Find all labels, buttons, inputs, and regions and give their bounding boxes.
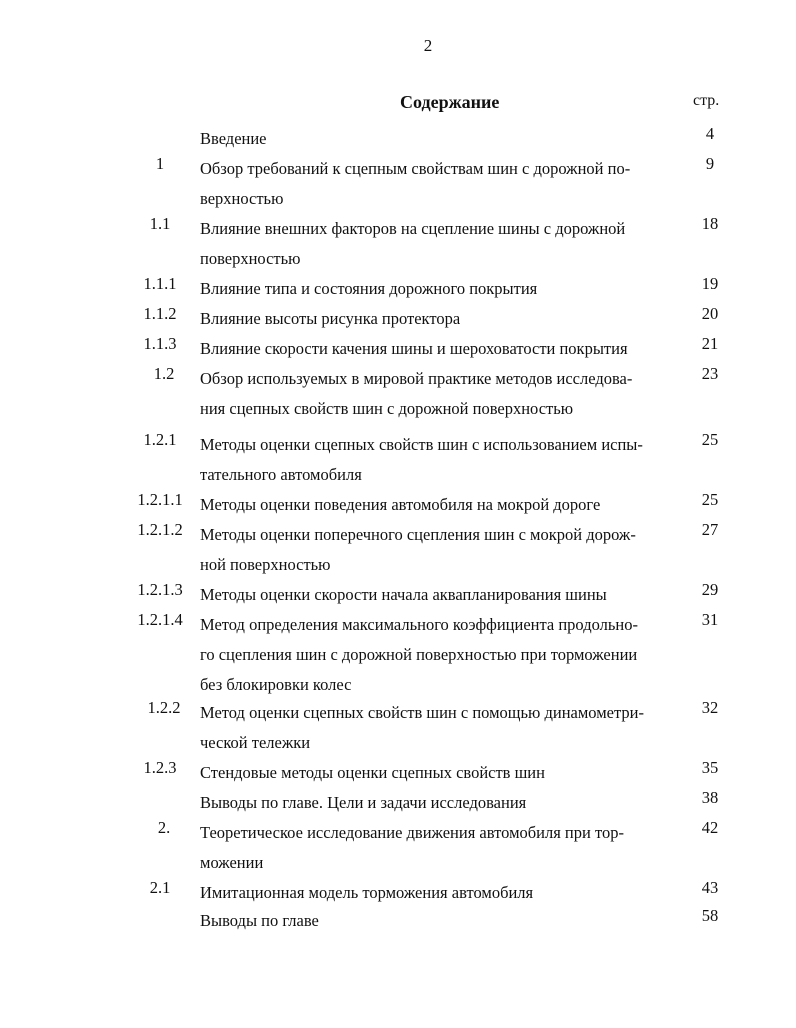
toc-entry-line: без блокировки колес [200, 675, 352, 694]
toc-entry-title [200, 758, 685, 788]
toc-entry-page: 43 [701, 878, 719, 897]
toc-entry-number: 2. [157, 818, 171, 837]
toc-entry-line: Обзор используемых в мировой практике методов исследова- [200, 369, 633, 388]
page-number: 2 [423, 36, 433, 55]
toc-title: Содержание [400, 92, 500, 112]
toc-entry-line: Стендовые методы оценки сцепных свойств шин [200, 763, 545, 782]
toc-entry-page: 25 [701, 430, 719, 449]
toc-entry-page: 42 [701, 818, 719, 837]
toc-entry-title [200, 906, 685, 936]
toc-entry-title [200, 364, 685, 424]
toc-entry-number: 1.2 [153, 364, 175, 383]
toc-entry-page: 9 [705, 154, 715, 173]
toc-entry-line: Методы оценки скорости начала аквапланирования шины [200, 585, 607, 604]
toc-entry-title [200, 610, 685, 700]
toc-entry-line: Выводы по главе [200, 911, 319, 930]
toc-entry-title [200, 818, 685, 878]
toc-entry-title [200, 430, 685, 490]
toc-entry-line: Обзор требований к сцепным свойствам шин с дорожной по- [200, 159, 631, 178]
toc-entry-line: Метод определения максимального коэффициента продольно- [200, 615, 638, 634]
toc-entry-line: Методы оценки поперечного сцепления шин с мокрой дорож- [200, 525, 636, 544]
toc-entry-title [200, 304, 685, 334]
toc-entry-line: Метод оценки сцепных свойств шин с помощью динамометри- [200, 703, 644, 722]
toc-entry-number: 1.1.1 [143, 274, 177, 293]
toc-entry-line: Влияние типа и состояния дорожного покрытия [200, 279, 538, 298]
toc-entry-line: ной поверхностью [200, 555, 331, 574]
toc-entry-number: 1.1.2 [143, 304, 177, 323]
toc-entry-number: 1.1 [149, 214, 171, 233]
toc-entry-line: Влияние скорости качения шины и шероховатости покрытия [200, 339, 628, 358]
toc-entry-line: ния сцепных свойств шин с дорожной поверхностью [200, 399, 574, 418]
toc-entry-number: 1.2.3 [143, 758, 177, 777]
toc-entry-page: 31 [701, 610, 719, 629]
toc-entry-page: 32 [701, 698, 719, 717]
toc-entry-page: 27 [701, 520, 719, 539]
toc-entry-page: 25 [701, 490, 719, 509]
toc-entry-line: Влияние внешних факторов на сцепление шины с дорожной [200, 219, 626, 238]
toc-entry-number: 1.2.2 [147, 698, 181, 717]
toc-entry-page: 23 [701, 364, 719, 383]
toc-entry-page: 58 [701, 906, 719, 925]
toc-entry-title [200, 698, 685, 758]
toc-entry-number: 1.1.3 [143, 334, 177, 353]
toc-entry-line: Имитационная модель торможения автомобиля [200, 883, 534, 902]
toc-entry-number: 1 [155, 154, 165, 173]
toc-entry-number: 1.2.1.1 [137, 490, 183, 509]
toc-entry-page: 35 [701, 758, 719, 777]
toc-entry-page: 29 [701, 580, 719, 599]
toc-entry-line: Методы оценки поведения автомобиля на мокрой дороге [200, 495, 601, 514]
toc-entry-page: 21 [701, 334, 719, 353]
toc-entry-line: го сцепления шин с дорожной поверхностью при торможении [200, 645, 638, 664]
toc-entry-title [200, 788, 685, 818]
toc-entry-title [200, 520, 685, 580]
page-column-label: стр. [693, 92, 720, 109]
toc-entry-page: 20 [701, 304, 719, 323]
toc-entry-line: поверхностью [200, 249, 301, 268]
toc-entry-page: 38 [701, 788, 719, 807]
toc-entry-title [200, 334, 685, 364]
toc-entry-number: 1.2.1.3 [137, 580, 183, 599]
toc-entry-number: 2.1 [149, 878, 171, 897]
toc-entry-title [200, 490, 685, 520]
toc-entry-line: Теоретическое исследование движения автомобиля при тор- [200, 823, 624, 842]
toc-entry-title [200, 214, 685, 274]
toc-entry-line: Влияние высоты рисунка протектора [200, 309, 461, 328]
toc-entry-line: Методы оценки сцепных свойств шин с использованием испы- [200, 435, 643, 454]
toc-entry-number: 1.2.1.4 [137, 610, 183, 629]
toc-entry-line: Введение [200, 129, 267, 148]
toc-entry-title [200, 878, 685, 908]
toc-entry-title [200, 154, 685, 214]
toc-entry-line: ческой тележки [200, 733, 311, 752]
toc-entry-title [200, 124, 685, 154]
toc-entry-line: верхностью [200, 189, 284, 208]
toc-entry-page: 4 [705, 124, 715, 143]
toc-entry-number: 1.2.1 [143, 430, 177, 449]
toc-entry-line: тательного автомобиля [200, 465, 362, 484]
toc-entry-number: 1.2.1.2 [137, 520, 183, 539]
toc-entry-title [200, 580, 685, 610]
toc-entry-title [200, 274, 685, 304]
toc-entry-page: 19 [701, 274, 719, 293]
toc-entry-line: Выводы по главе. Цели и задачи исследования [200, 793, 527, 812]
toc-entry-page: 18 [701, 214, 719, 233]
toc-entry-line: можении [200, 853, 264, 872]
